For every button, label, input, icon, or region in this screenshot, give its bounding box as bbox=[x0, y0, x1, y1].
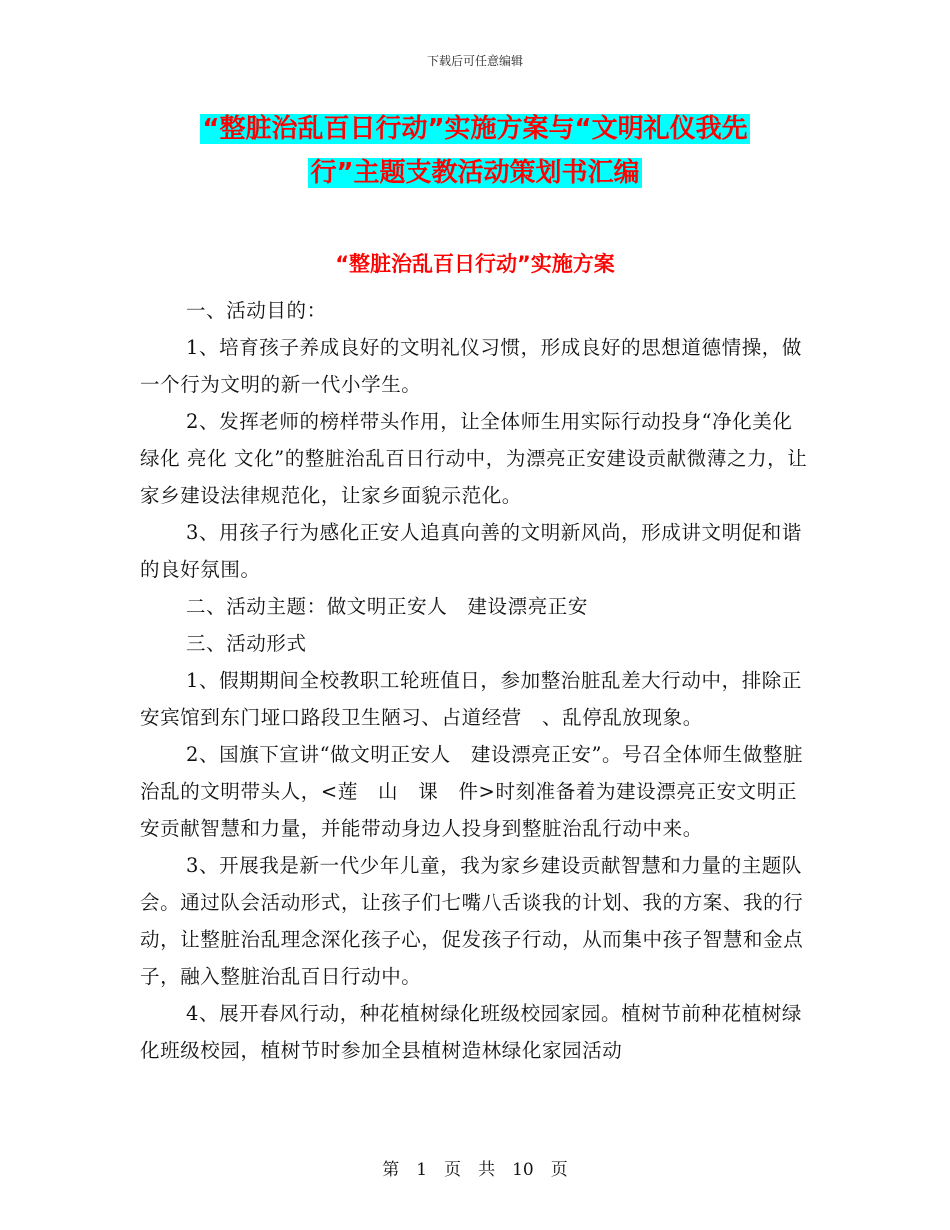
paragraph-form-3: 3、开展我是新一代少年儿童，我为家乡建设贡献智慧和力量的主题队会。通过队会活动形式，让孩子们七嘴八舌谈我的计划、我的方案、我的行动，让整脏治乱理念深化孩子心，促发孩子行动，从而集中孩子智慧和金点子，融入整脏治乱百日行动中。 bbox=[140, 854, 804, 988]
paragraph-form-4: 4、展开春风行动，种花植树绿化班级校园家园。植树节前种花植树绿化班级校园，植树节时参加全县植树造林绿化家园活动 bbox=[140, 1002, 803, 1062]
heading-purpose: 一、活动目的： bbox=[186, 299, 327, 322]
paragraph-1: 1、培育孩子养成良好的文明礼仪习惯，形成良好的思想道德情操，做一个行为文明的新一代小学生。 bbox=[140, 336, 803, 396]
heading-theme: 二、活动主题：做文明正安人 建设漂亮正安 bbox=[186, 595, 589, 618]
paragraph-form-2: 2、国旗下宣讲“做文明正安人 建设漂亮正安”。号召全体师生做整脏治乱的文明带头人，<莲 山 课 件>时刻准备着为建设漂亮正安文明正安贡献智慧和力量，并能带动身边人投身到整脏治乱行动中来。 bbox=[140, 743, 804, 840]
page-footer: 第 1 页 共 10 页 bbox=[382, 1160, 568, 1180]
document-title-line-2 bbox=[0, 156, 950, 190]
paragraph-2: 2、发挥老师的榜样带头作用，让全体师生用实际行动投身“净化美化 绿化 亮化 文化”的整脏治乱百日行动中，为漂亮正安建设贡献微薄之力，让家乡建设法律规范化，让家乡面貌示范化。 bbox=[140, 410, 808, 507]
paragraph-form-1: 1、假期期间全校教职工轮班值日，参加整治脏乱差大行动中，排除正安宾馆到东门垭口路段卫生陋习、占道经营 、乱停乱放现象。 bbox=[140, 669, 803, 729]
document-body bbox=[140, 292, 812, 1069]
header-note: 下载后可任意编辑 bbox=[426, 54, 523, 68]
document-title-line-1 bbox=[0, 112, 950, 146]
title-highlight-1: “整脏治乱百日行动”实施方案与“文明礼仪我先 bbox=[202, 114, 748, 144]
heading-form: 三、活动形式 bbox=[186, 632, 307, 655]
section-title: “整脏治乱百日行动”实施方案 bbox=[335, 252, 615, 276]
title-highlight-2: 行”主题支教活动策划书汇编 bbox=[310, 158, 640, 188]
paragraph-3: 3、用孩子行为感化正安人追真向善的文明新风尚，形成讲文明促和谐的良好氛围。 bbox=[140, 521, 803, 581]
